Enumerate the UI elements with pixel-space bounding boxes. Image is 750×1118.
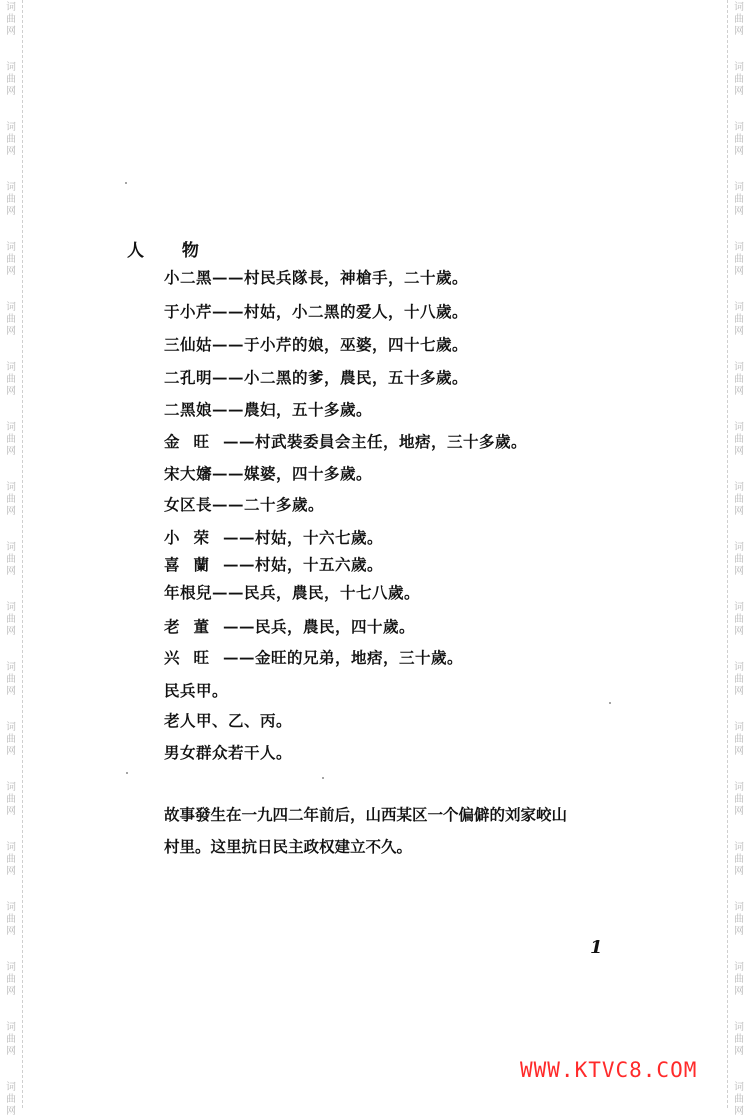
watermark-stamp: 词 曲 网	[6, 242, 16, 277]
character-row	[164, 615, 415, 637]
watermark-stamp: 词 曲 网	[6, 1082, 16, 1117]
character-name: 三仙姑	[164, 335, 213, 354]
setting-line-2: 村里。这里抗日民主政权建立不久。	[164, 837, 413, 856]
speck	[322, 777, 324, 779]
watermark-stamp: 词 曲 网	[6, 602, 16, 637]
character-name: 小二黑	[164, 268, 213, 287]
character-desc: ——農妇，五十多歲。	[212, 400, 373, 419]
footer-site-logo: WWW.KTVC8.COM	[520, 1058, 698, 1082]
watermark-stamp: 词 曲 网	[6, 302, 16, 337]
character-desc: ——于小芹的娘，巫婆，四十七歲。	[212, 335, 469, 354]
watermark-stamp: 词 曲 网	[734, 422, 744, 457]
character-name: 小荣	[164, 528, 224, 547]
character-name: 老董	[164, 617, 224, 636]
character-name: 二黑娘	[164, 400, 213, 419]
watermark-stamp: 词 曲 网	[6, 902, 16, 937]
character-name: 男女群众若干人。	[164, 743, 293, 762]
watermark-stamp: 词 曲 网	[734, 722, 744, 757]
speck	[125, 182, 127, 184]
watermark-stamp: 词 曲 网	[734, 62, 744, 97]
character-desc: ——村民兵隊長，神槍手，二十歲。	[212, 268, 469, 287]
watermark-stamp: 词 曲 网	[6, 662, 16, 697]
watermark-stamp: 词 曲 网	[734, 362, 744, 397]
character-desc: ——村姑，小二黑的爱人，十八歲。	[212, 302, 469, 321]
character-desc: ——民兵，農民，十七八歲。	[212, 583, 421, 602]
watermark-stamp: 词 曲 网	[6, 482, 16, 517]
watermark-stamp: 词 曲 网	[6, 542, 16, 577]
watermark-stamp: 词 曲 网	[734, 542, 744, 577]
character-row	[164, 709, 292, 731]
watermark-stamp: 词 曲 网	[6, 722, 16, 757]
watermark-stamp: 词 曲 网	[6, 62, 16, 97]
watermark-stamp: 词 曲 网	[6, 122, 16, 157]
watermark-stamp: 词 曲 网	[734, 242, 744, 277]
speck	[609, 702, 611, 704]
watermark-stamp: 词 曲 网	[734, 482, 744, 517]
character-row	[164, 300, 468, 322]
character-name: 二孔明	[164, 368, 213, 387]
characters-heading: 人 物	[127, 241, 215, 261]
watermark-stamp: 词 曲 网	[6, 782, 16, 817]
watermark-stamp: 词 曲 网	[734, 1082, 744, 1117]
watermark-stamp: 词 曲 网	[734, 662, 744, 697]
character-desc: ——二十多歲。	[212, 495, 325, 514]
watermark-stamp: 词 曲 网	[734, 782, 744, 817]
watermark-stamp: 词 曲 网	[6, 362, 16, 397]
character-row	[164, 266, 468, 288]
watermark-stamp: 词 曲 网	[6, 2, 16, 37]
watermark-stamp: 词 曲 网	[6, 182, 16, 217]
character-name: 喜蘭	[164, 555, 224, 574]
watermark-stamp: 词 曲 网	[6, 842, 16, 877]
character-name: 老人甲、乙、丙。	[164, 711, 293, 730]
watermark-stamp: 词 曲 网	[734, 962, 744, 997]
character-desc: ——民兵，農民，四十歲。	[223, 617, 416, 636]
character-name: 民兵甲。	[164, 681, 229, 700]
character-row	[164, 741, 292, 763]
watermark-stamp: 词 曲 网	[734, 2, 744, 37]
character-desc: ——媒婆，四十多歲。	[212, 464, 373, 483]
page-number: 1	[590, 937, 603, 958]
character-name: 金旺	[164, 432, 224, 451]
character-row	[164, 553, 383, 575]
watermark-stamp: 词 曲 网	[734, 902, 744, 937]
watermark-stamp: 词 曲 网	[6, 962, 16, 997]
setting-line-1: 故事發生在一九四二年前后，山西某区一个偏僻的刘家峧山	[164, 805, 568, 824]
character-row	[164, 493, 324, 515]
character-desc: ——金旺的兄弟，地痞，三十歲。	[223, 648, 464, 667]
character-desc: ——村姑，十六七歲。	[223, 528, 384, 547]
character-row	[164, 366, 468, 388]
watermark-stamp: 词 曲 网	[6, 1022, 16, 1057]
watermark-stamp: 词 曲 网	[734, 302, 744, 337]
character-desc: ——村武裝委員会主任，地痞，三十多歲。	[223, 432, 528, 451]
watermark-stamp: 词 曲 网	[734, 602, 744, 637]
speck	[126, 772, 128, 774]
watermark-stamp: 词 曲 网	[734, 842, 744, 877]
character-row	[164, 462, 372, 484]
character-row	[164, 430, 527, 452]
character-name: 兴旺	[164, 648, 224, 667]
character-desc: ——村姑，十五六歲。	[223, 555, 384, 574]
character-row	[164, 526, 383, 548]
character-name: 年根兒	[164, 583, 213, 602]
character-row	[164, 646, 463, 668]
character-desc: ——小二黑的爹，農民，五十多歲。	[212, 368, 469, 387]
character-row	[164, 398, 372, 420]
character-row	[164, 581, 420, 603]
character-row	[164, 679, 228, 701]
character-name: 女区長	[164, 495, 213, 514]
watermark-stamp: 词 曲 网	[734, 1022, 744, 1057]
character-name: 于小芹	[164, 302, 213, 321]
watermark-stamp: 词 曲 网	[734, 182, 744, 217]
watermark-stamp: 词 曲 网	[734, 122, 744, 157]
watermark-stamp: 词 曲 网	[6, 422, 16, 457]
character-name: 宋大嬸	[164, 464, 213, 483]
character-row	[164, 333, 468, 355]
